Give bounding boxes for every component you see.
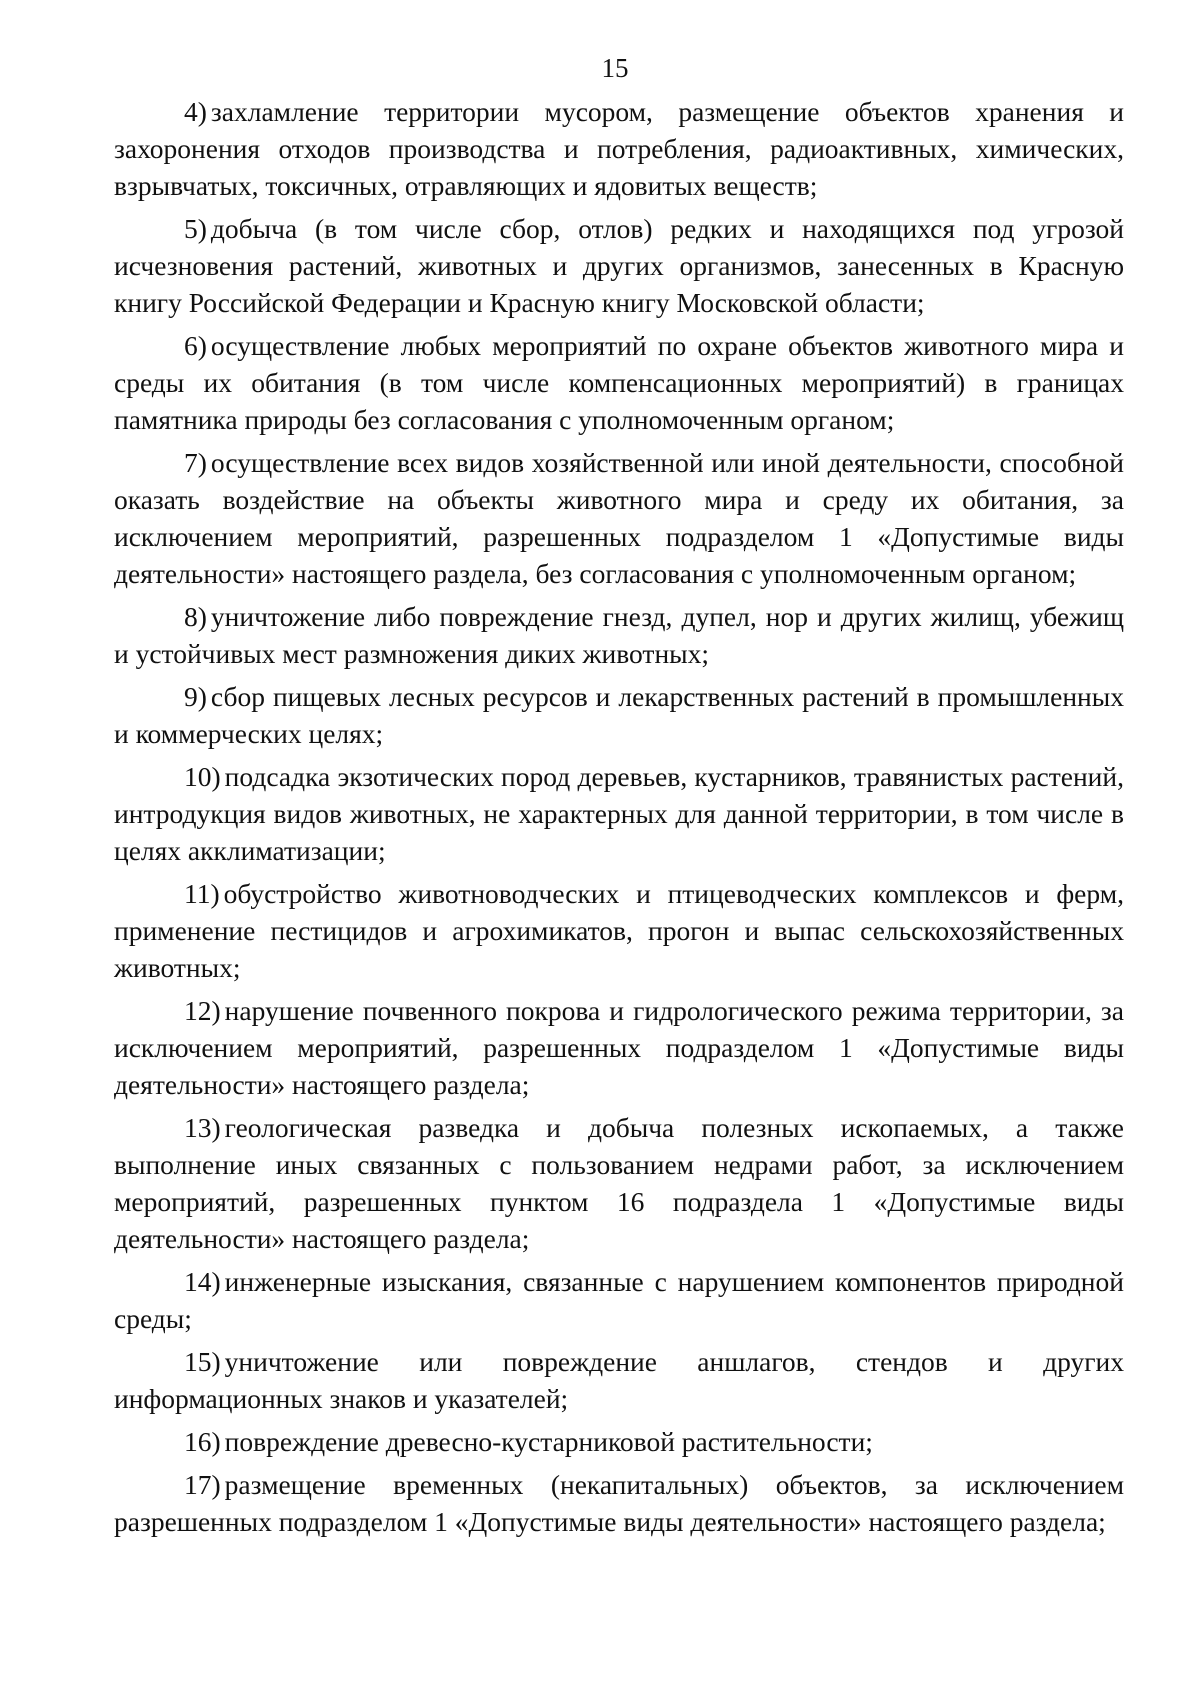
item-text: нарушение почвенного покрова и гидрологического режима территории, за исключением мероприятий, разрешенных подразделом 1 «Допустимые виды деятельности» настоящего раздела; <box>114 995 1124 1100</box>
item-number: 14) <box>184 1266 221 1297</box>
item-number: 8) <box>184 601 207 632</box>
item-text: добыча (в том числе сбор, отлов) редких и находящихся под угрозой исчезновения растений, животных и других организмов, занесенных в Красную книгу Российской Федерации и Красную книгу Московской области; <box>114 213 1124 318</box>
item-text: сбор пищевых лесных ресурсов и лекарственных растений в промышленных и коммерческих целях; <box>114 681 1124 749</box>
page-number: 15 <box>601 53 629 83</box>
list-item-8 <box>114 598 1124 672</box>
item-number: 4) <box>184 96 207 127</box>
item-number: 5) <box>184 213 207 244</box>
list-item-12 <box>114 992 1124 1103</box>
item-text: повреждение древесно-кустарниковой растительности; <box>224 1426 873 1457</box>
list-item-15 <box>114 1343 1124 1417</box>
item-number: 17) <box>184 1469 221 1500</box>
item-text: уничтожение либо повреждение гнезд, дупел, нор и других жилищ, убежищ и устойчивых мест размножения диких животных; <box>114 601 1124 669</box>
list-item-14 <box>114 1263 1124 1337</box>
item-number: 11) <box>184 878 220 909</box>
list-item-11 <box>114 875 1124 986</box>
list-item-16 <box>114 1423 1124 1460</box>
item-number: 16) <box>184 1426 221 1457</box>
list-item-9 <box>114 678 1124 752</box>
item-text: уничтожение или повреждение аншлагов, стендов и других информационных знаков и указателей; <box>114 1346 1124 1414</box>
list-item-7 <box>114 444 1124 592</box>
document-body <box>114 93 1124 1546</box>
list-item-17 <box>114 1466 1124 1540</box>
list-item-6 <box>114 327 1124 438</box>
item-number: 12) <box>184 995 221 1026</box>
item-text: осуществление любых мероприятий по охране объектов животного мира и среды их обитания (в том числе компенсационных мероприятий) в границах памятника природы без согласования с уполномоченным органом; <box>114 330 1124 435</box>
item-text: обустройство животноводческих и птицеводческих комплексов и ферм, применение пестицидов и агрохимикатов, прогон и выпас сельскохозяйственных животных; <box>114 878 1124 983</box>
list-item-5 <box>114 210 1124 321</box>
item-text: размещение временных (некапитальных) объектов, за исключением разрешенных подразделом 1 «Допустимые виды деятельности» настоящего раздела; <box>114 1469 1124 1537</box>
item-text: осуществление всех видов хозяйственной или иной деятельности, способной оказать воздействие на объекты животного мира и среду их обитания, за исключением мероприятий, разрешенных подразделом 1 «Допустимые виды деятельности» настоящего раздела, без согласования с уполномоченным органом; <box>114 447 1124 589</box>
item-text: подсадка экзотических пород деревьев, кустарников, травянистых растений, интродукция видов животных, не характерных для данной территории, в том числе в целях акклиматизации; <box>114 761 1124 866</box>
item-number: 13) <box>184 1112 221 1143</box>
item-number: 7) <box>184 447 207 478</box>
item-text: инженерные изыскания, связанные с нарушением компонентов природной среды; <box>114 1266 1124 1334</box>
list-item-10 <box>114 758 1124 869</box>
item-number: 9) <box>184 681 207 712</box>
item-number: 10) <box>184 761 221 792</box>
item-text: геологическая разведка и добыча полезных ископаемых, а также выполнение иных связанных с пользованием недрами работ, за исключением мероприятий, разрешенных пунктом 16 подраздела 1 «Допустимые виды деятельности» настоящего раздела; <box>114 1112 1124 1254</box>
item-number: 15) <box>184 1346 221 1377</box>
list-item-13 <box>114 1109 1124 1257</box>
item-number: 6) <box>184 330 207 361</box>
list-item-4 <box>114 93 1124 204</box>
item-text: захламление территории мусором, размещение объектов хранения и захоронения отходов производства и потребления, радиоактивных, химических, взрывчатых, токсичных, отравляющих и ядовитых веществ; <box>114 96 1124 201</box>
